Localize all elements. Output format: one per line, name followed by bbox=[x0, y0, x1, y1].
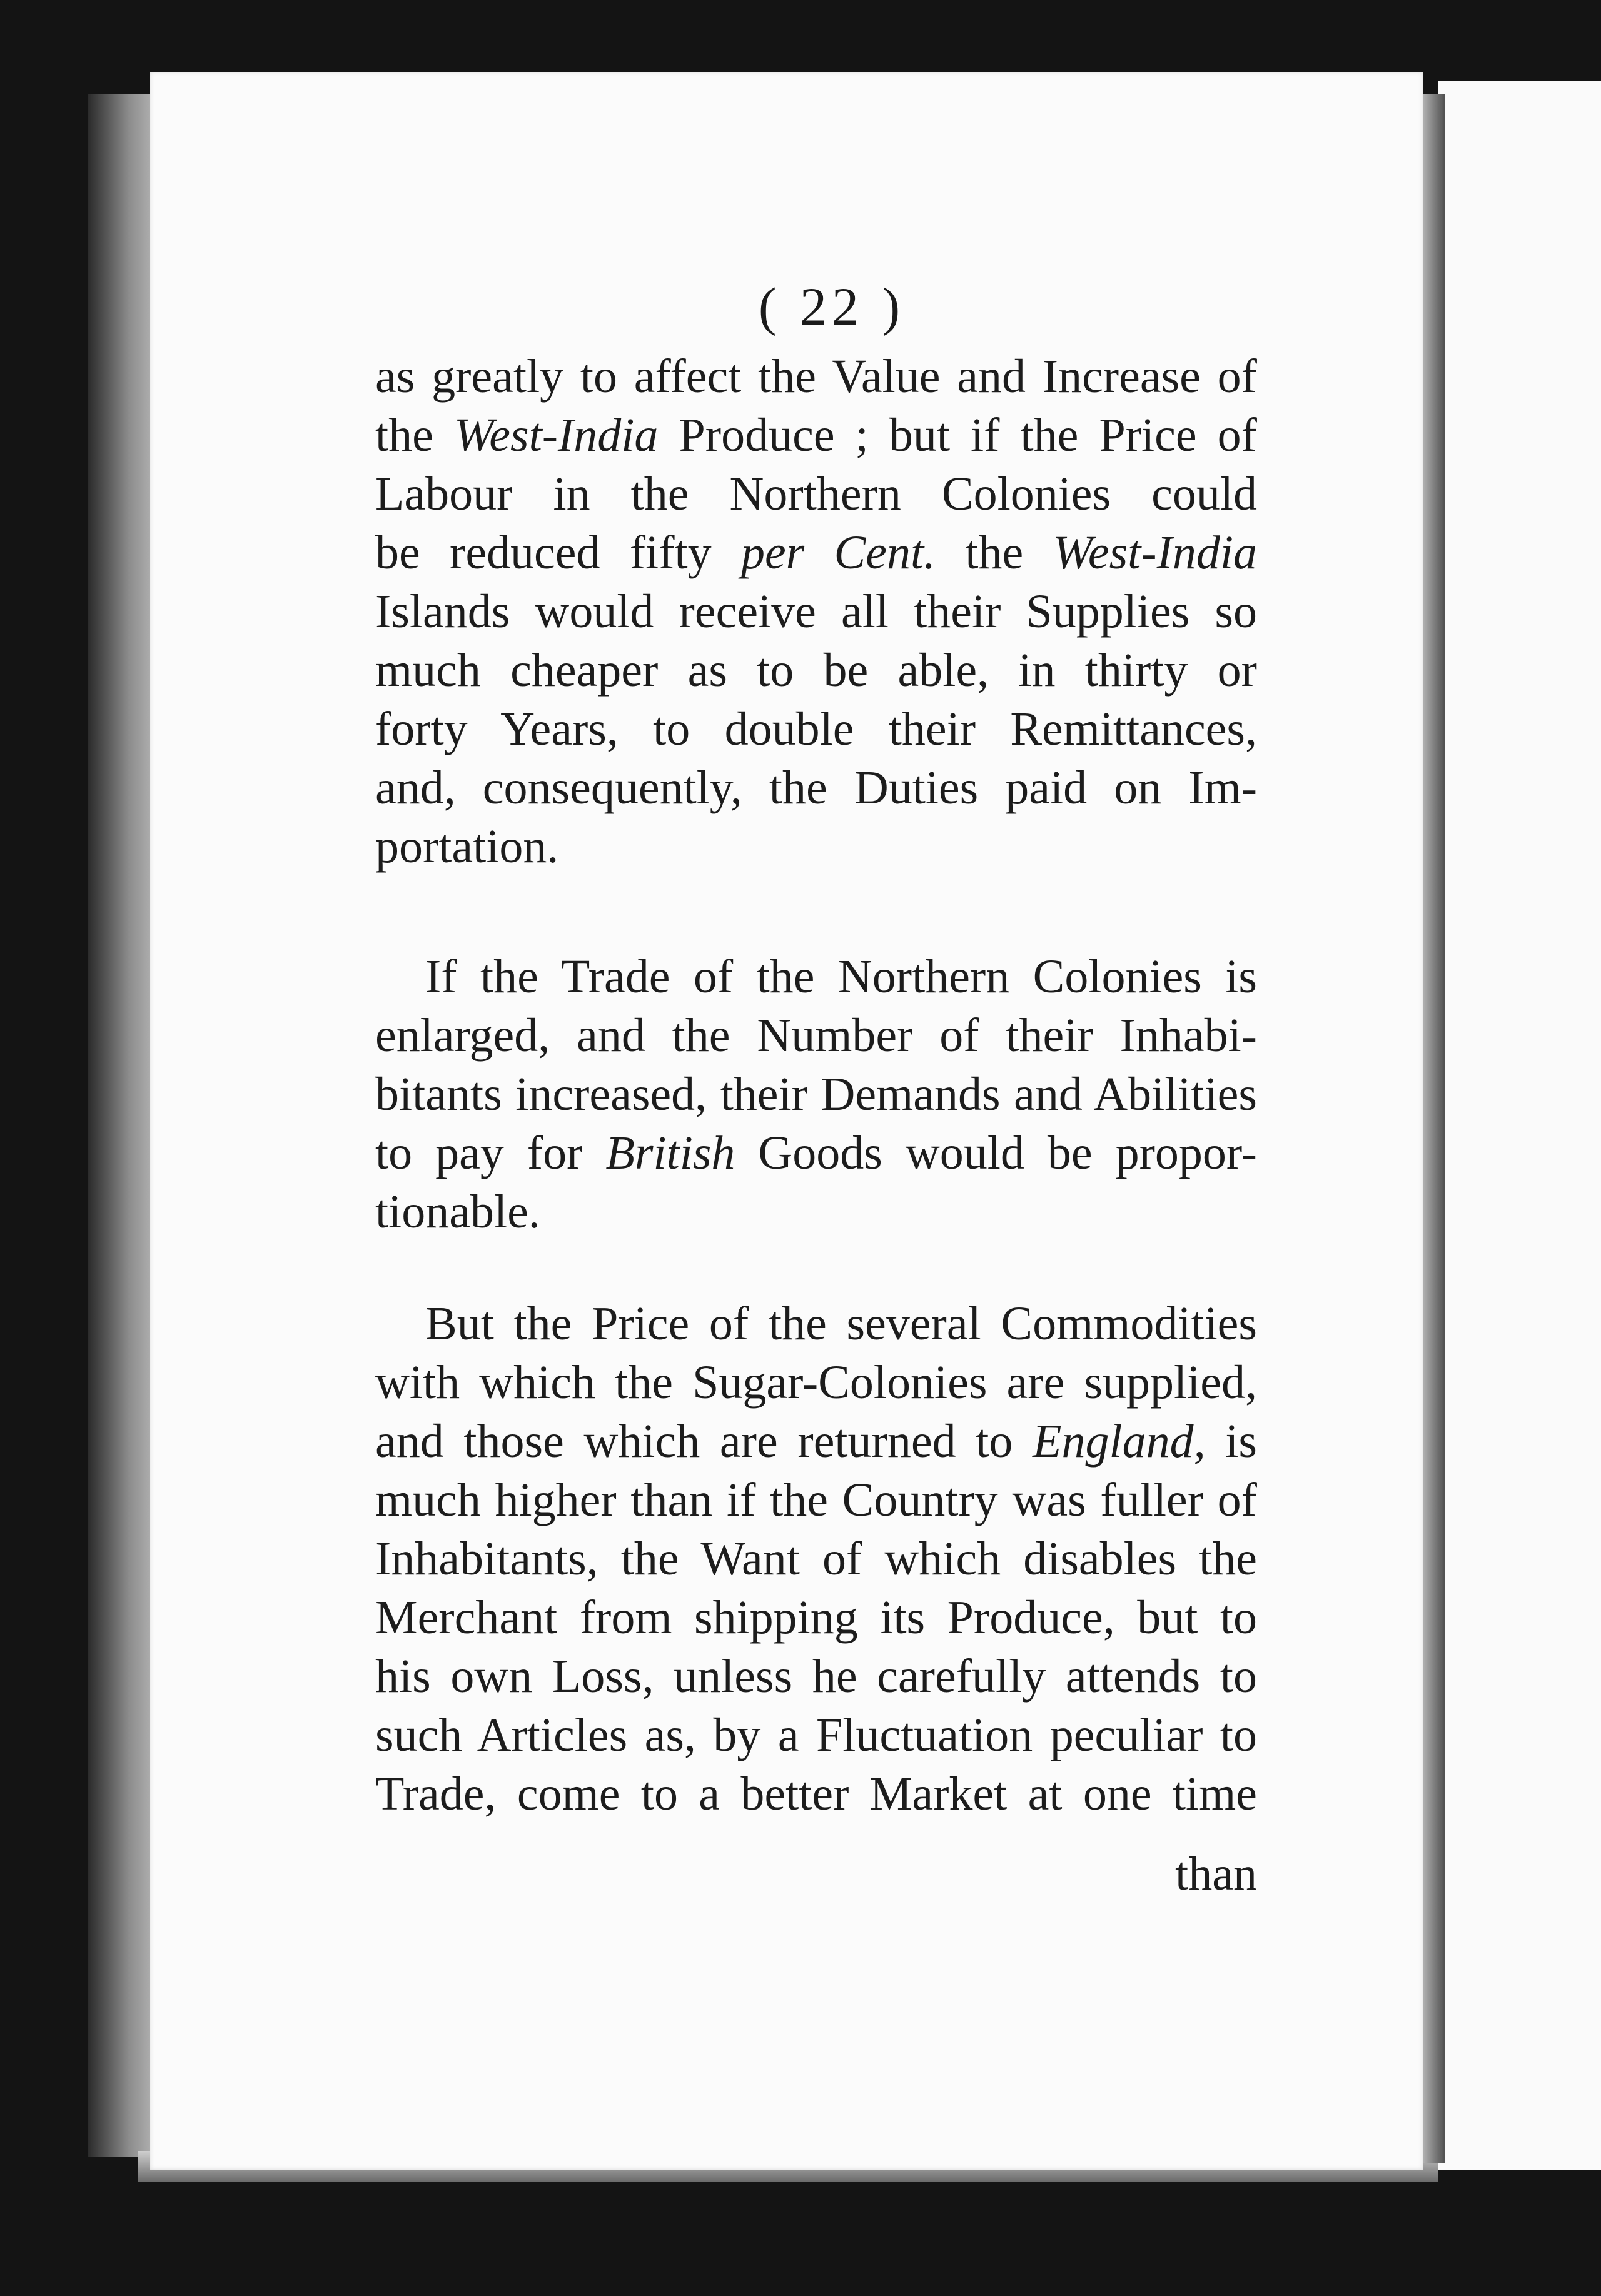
text-line: much cheaper as to be able, in thirty or bbox=[375, 644, 1257, 697]
text-line: But the Price of the several Commodities bbox=[425, 1297, 1257, 1350]
text-line: If the Trade of the Northern Colonies is bbox=[425, 950, 1257, 1003]
text-line: much higher than if the Country was fuller of bbox=[375, 1474, 1257, 1526]
facing-page bbox=[1438, 81, 1601, 2170]
text-line: and those which are returned to England, is bbox=[375, 1415, 1257, 1468]
catchword-text: than bbox=[1175, 1848, 1257, 1900]
paragraph-1 bbox=[375, 347, 1257, 876]
text-line: Labour in the Northern Colonies could bbox=[375, 468, 1257, 520]
text-line: with which the Sugar-Colonies are supplied, bbox=[375, 1356, 1257, 1409]
text-line: Islands would receive all their Supplies so bbox=[375, 585, 1257, 638]
text-line: be reduced fifty per Cent. the West-India bbox=[375, 526, 1257, 579]
text-line: Trade, come to a better Market at one time bbox=[375, 1768, 1257, 1820]
text-line: to pay for British Goods would be propor- bbox=[375, 1127, 1257, 1179]
text-line: and, consequently, the Duties paid on Im- bbox=[375, 762, 1257, 814]
text-line: bitants increased, their Demands and Abilities bbox=[375, 1068, 1257, 1120]
text-line: tionable. bbox=[375, 1186, 540, 1238]
text-line: his own Loss, unless he carefully attends to bbox=[375, 1650, 1257, 1703]
text-line: portation. bbox=[375, 820, 559, 873]
text-line: Merchant from shipping its Produce, but to bbox=[375, 1591, 1257, 1644]
text-line: Inhabitants, the Want of which disables the bbox=[375, 1533, 1257, 1585]
text-line: enlarged, and the Number of their Inhabi- bbox=[375, 1009, 1257, 1062]
text-line: such Articles as, by a Fluctuation peculiar to bbox=[375, 1709, 1257, 1761]
text-line: as greatly to affect the Value and Increase of bbox=[375, 350, 1257, 403]
text-line: forty Years, to double their Remittances, bbox=[375, 703, 1257, 755]
left-page-edges bbox=[88, 94, 156, 2157]
paragraph-3 bbox=[375, 1294, 1257, 1823]
paragraph-2 bbox=[375, 947, 1257, 1241]
text-line: the West-India Produce ; but if the Price of bbox=[375, 409, 1257, 461]
catchword bbox=[375, 1845, 1257, 1903]
page-number: ( 22 ) bbox=[758, 276, 906, 336]
